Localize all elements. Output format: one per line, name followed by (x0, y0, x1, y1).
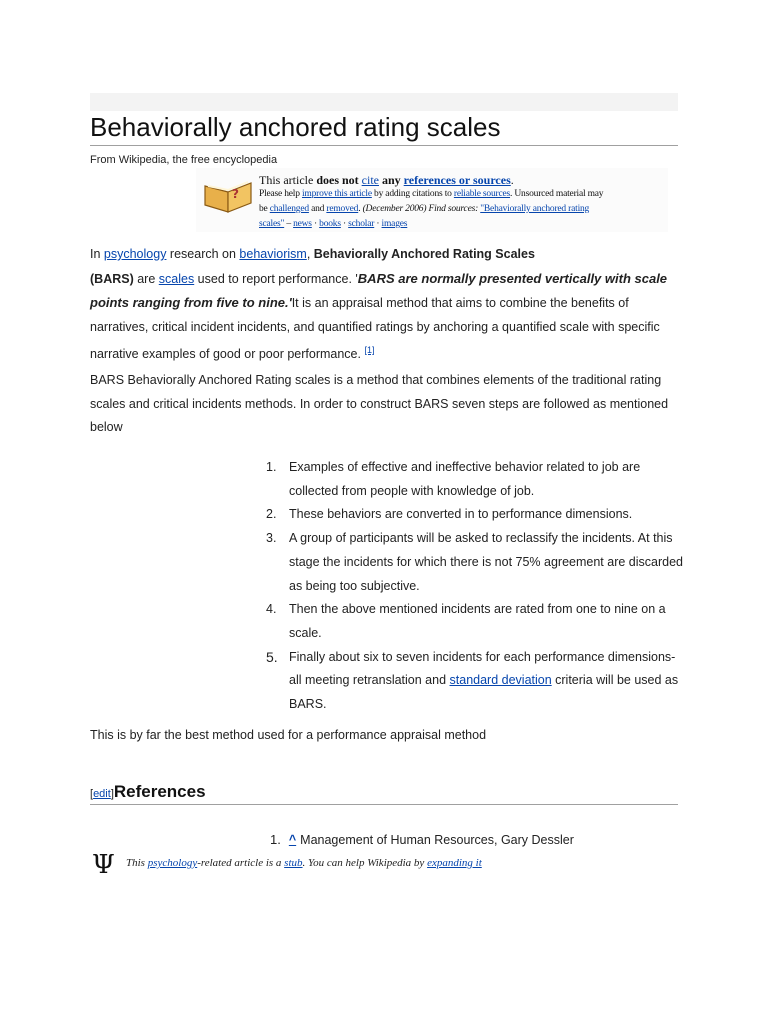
list-item (264, 456, 684, 503)
section-title: References (113, 782, 206, 801)
bold-term: (BARS) (90, 271, 134, 286)
notice-emphasis: does not (316, 173, 359, 187)
paragraph-text: research on (166, 247, 240, 261)
psychology-link[interactable]: psychology (147, 857, 198, 869)
list-item-text: Then the above mentioned incidents are rated from one to nine on a scale. (289, 602, 666, 640)
references-heading (90, 782, 678, 805)
notice-text: be (259, 204, 270, 214)
list-number: 5. (266, 648, 278, 665)
edit-link[interactable]: edit (93, 788, 111, 800)
page-title: Behaviorally anchored rating scales (90, 110, 678, 146)
edit-bracket: ] (110, 788, 114, 800)
news-link[interactable]: news (293, 219, 312, 229)
paragraph-text: used to report performance. ' (194, 271, 358, 286)
list-item (264, 646, 684, 717)
notice-text: . (358, 204, 363, 214)
book-question-icon (202, 174, 254, 214)
images-link[interactable]: images (381, 219, 408, 229)
removed-link[interactable]: removed (326, 204, 359, 214)
tagline: From Wikipedia, the free encyclopedia (90, 154, 278, 166)
steps-list (264, 456, 684, 717)
list-number: 4. (266, 602, 277, 617)
bold-term: Behaviorally Anchored Rating Scales (313, 247, 535, 261)
notice-text: . (510, 173, 514, 187)
behaviorism-link[interactable]: behaviorism (239, 247, 307, 261)
list-number: 3. (266, 531, 277, 546)
challenged-link[interactable]: challenged (269, 204, 309, 214)
separator: · (340, 219, 349, 229)
paragraph-text: In (90, 247, 104, 261)
notice-emphasis: any (378, 173, 404, 187)
search-query-link[interactable]: scales" (259, 219, 285, 229)
notice-text: This article (259, 173, 317, 187)
search-query-link[interactable]: "Behaviorally anchored rating (480, 204, 590, 214)
notice-text: . Unsourced material may (510, 189, 604, 199)
reliable-sources-link[interactable]: reliable sources (453, 189, 511, 199)
paragraph-text: are (133, 271, 159, 286)
list-item-text: Finally about six to seven incidents for each performance dimensions- all meeting retranslation and (289, 649, 676, 688)
list-item-text: criteria will be used as BARS. (289, 673, 679, 712)
list-item-text: A group of participants will be asked to reclassify the incidents. At this stage the incidents for which there is not 75% agreement are discarded as being too subjective. (289, 531, 683, 593)
paragraph-text: , (306, 247, 314, 261)
paragraph-text: It is an appraisal method that aims to combine the benefits of narratives, critical incident incidents, and quantified ratings by anchoring a quantified scale with specific narrative examples of good or poor performance. (90, 296, 660, 362)
stub-text: -related article is a (197, 857, 285, 869)
improve-link[interactable]: improve this article (301, 189, 372, 199)
stub-text: This (126, 857, 148, 869)
standard-deviation-link[interactable]: standard deviation (449, 673, 552, 688)
notice-text: Please help (259, 189, 302, 199)
emphasis-quote: BARS are normally presented vertically with scale points ranging from five to nine.' (90, 270, 668, 310)
reference-item (270, 832, 574, 847)
svg-text:?: ? (232, 187, 239, 201)
list-number: 2. (266, 507, 277, 522)
cite-link[interactable]: cite (361, 173, 379, 187)
notice-text: by adding citations to (371, 189, 454, 199)
list-item-text: These behaviors are converted in to performance dimensions. (289, 507, 633, 522)
scholar-link[interactable]: scholar (348, 219, 375, 229)
list-item (264, 598, 684, 645)
reference-text: Management of Human Resources, Gary Dessler (300, 833, 574, 847)
intro-paragraph (90, 243, 670, 367)
reference-number: 1. (270, 832, 281, 847)
expanding-link[interactable]: expanding it (427, 857, 482, 869)
separator: · (374, 219, 382, 229)
psi-icon: Ψ (92, 850, 115, 880)
list-item-text: Examples of effective and ineffective behavior related to job are collected from people with knowledge of job. (289, 460, 641, 498)
psychology-link[interactable]: psychology (103, 247, 167, 261)
unreferenced-notice (196, 168, 668, 232)
edit-bracket: [ (90, 788, 94, 800)
method-paragraph: BARS Behaviorally Anchored Rating scales is a method that combines elements of the traditional rating scales and critical incidents methods. In order to construct BARS seven steps are followed as mentioned below (90, 373, 669, 434)
list-item (264, 527, 684, 598)
list-number: 1. (266, 460, 277, 474)
list-item (264, 503, 684, 527)
separator: · (311, 219, 320, 229)
books-link[interactable]: books (319, 219, 341, 229)
notice-text: and (308, 204, 327, 214)
stub-notice (126, 855, 546, 872)
notice-text: – (284, 219, 294, 229)
backlink-caret[interactable]: ^ (288, 833, 297, 847)
notice-text: Find sources: (426, 204, 481, 214)
stub-link[interactable]: stub (284, 857, 303, 869)
stub-text: . You can help Wikipedia by (302, 857, 428, 869)
closing-paragraph: This is by far the best method used for a performance appraisal method (90, 728, 487, 742)
scales-link[interactable]: scales (158, 271, 195, 286)
citation-link[interactable]: [1] (364, 345, 375, 355)
references-link[interactable]: references or sources (403, 173, 511, 187)
top-bar (90, 93, 678, 111)
notice-date: (December 2006) (362, 204, 427, 214)
